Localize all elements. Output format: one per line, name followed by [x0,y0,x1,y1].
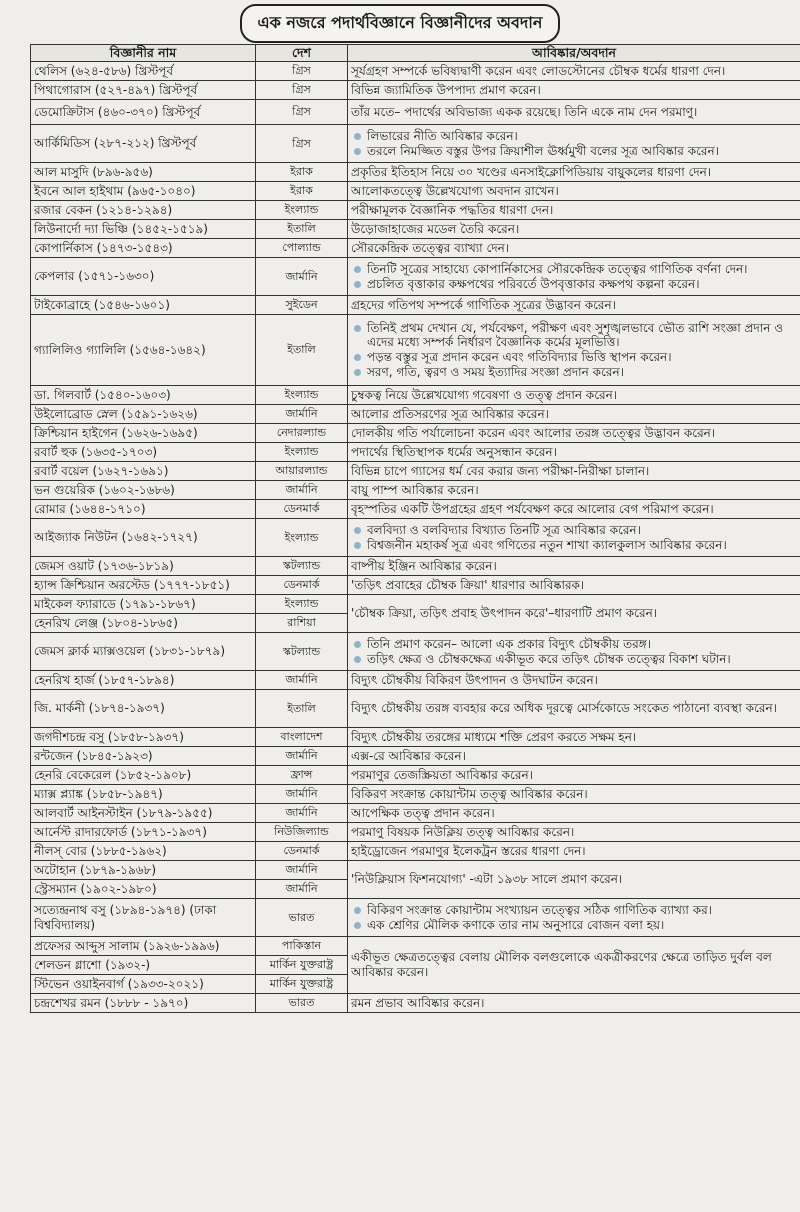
scientist-name: নীলস্ বোর (১৮৮৫-১৯৬২) [31,842,256,861]
contribution [348,595,800,633]
contribution-text: পরমাণুর তেজস্ক্রিয়তা আবিষ্কার করেন। [351,767,533,782]
country: জার্মানি [256,880,348,899]
contribution-text: একীভূত ক্ষেত্রতত্ত্বের বেলায় মৌলিক বলগুলোকে একত্রীকরণের ক্ষেত্রে তাড়িত দুর্বল বল আবিষ্কার করেন। [351,950,772,979]
contribution [348,937,800,994]
country: রাশিয়া [256,614,348,633]
contribution [348,519,800,557]
scientist-name: রবার্ট বয়েল (১৬২৭-১৬৯১) [31,462,256,481]
contribution [348,62,800,81]
header-name: বিজ্ঞানীর নাম [31,45,256,62]
table-row [31,163,800,182]
table-row [31,937,800,956]
scientist-name: প্রফেসর আব্দুস সালাম (১৯২৬-১৯৯৬) [31,937,256,956]
contribution-bullet: তিনি প্রমাণ করেন– আলো এক প্রকার বিদ্যুৎ চৌম্বকীয় তরঙ্গ। [351,637,797,652]
contribution-text: সৌরকেন্দ্রিক তত্ত্বের ব্যাখ্যা দেন। [351,240,510,255]
contribution-text: রমন প্রভাব আবিষ্কার করেন। [351,995,485,1010]
contribution-bullet: এক শ্রেণির মৌলিক কণাকে তার নাম অনুসারে বোজন বলা হয়। [351,918,797,933]
scientist-name: কেপলার (১৫৭১-১৬৩০) [31,258,256,296]
scientist-name: জি. মার্কনী (১৮৭৪-১৯৩৭) [31,690,256,728]
contribution-text: দোলকীয় গতি পর্যালোচনা করেন এবং আলোর তরঙ্গ তত্ত্বের উদ্ভাবন করেন। [351,425,716,440]
table-row [31,823,800,842]
table-row [31,239,800,258]
country: ইংল্যান্ড [256,443,348,462]
contribution [348,163,800,182]
scientist-name: চন্দ্রশেখর রমন (১৮৮৮ - ১৯৭০) [31,994,256,1013]
country: ইংল্যান্ড [256,519,348,557]
contribution [348,899,800,937]
contribution [348,182,800,201]
scientist-name: জগদীশচন্দ্র বসু (১৮৫৮-১৯৩৭) [31,728,256,747]
scientist-name: গ্যালিলিও গ্যালিলি (১৫৬৪-১৬৪২) [31,315,256,386]
country: জার্মানি [256,258,348,296]
country: গ্রিস [256,81,348,100]
header-country: দেশ [256,45,348,62]
scientist-name: টাইকোব্রাহে (১৫৪৬-১৬০১) [31,296,256,315]
scientist-name: ভন গুয়েরিক (১৬০২-১৬৮৬) [31,481,256,500]
table-row [31,481,800,500]
table-row [31,576,800,595]
scientist-name: হ্যান্স ক্রিশ্চিয়ান অরস্টেড (১৭৭৭-১৮৫১) [31,576,256,595]
contribution-bullet: পড়ন্ত বস্তুর সূত্র প্রদান করেন এবং গতিবিদ্যার ভিত্তি স্থাপন করেন। [351,350,797,365]
scientist-name: পিথাগোরাস (৫২৭-৪৯৭) খ্রিস্টপূর্ব [31,81,256,100]
table-row [31,182,800,201]
country: জার্মানি [256,481,348,500]
contribution-text: গ্রহদের গতিপথ সম্পর্কে গাণিতিক সূত্রের উদ্ভাবন করেন। [351,297,616,312]
contribution-text: 'চৌম্বক ক্রিয়া, তড়িৎ প্রবাহ উৎপাদন করে'–ধারণাটি প্রমাণ করেন। [351,606,658,621]
country: পোল্যান্ড [256,239,348,258]
contribution [348,690,800,728]
country: ইংল্যান্ড [256,201,348,220]
contribution-text: বাষ্পীয় ইঞ্জিন আবিষ্কার করেন। [351,558,497,573]
scientist-name: হেনরিখ হার্জ (১৮৫৭-১৮৯৪) [31,671,256,690]
scientist-name: কোপার্নিকাস (১৪৭৩-১৫৪৩) [31,239,256,258]
contribution [348,443,800,462]
country: ইংল্যান্ড [256,595,348,614]
contribution [348,125,800,163]
contribution [348,671,800,690]
contribution-text: প্রকৃতির ইতিহাস নিয়ে ৩০ খণ্ডের এনসাইক্লোপিডিয়ায় বায়ুকলের ধারণা দেন। [351,164,712,179]
country: জার্মানি [256,785,348,804]
contribution [348,405,800,424]
contribution-text: বিভিন্ন জ্যামিতিক উপপাদ্য প্রমাণ করেন। [351,82,541,97]
table-row [31,804,800,823]
contribution-text: সূর্যগ্রহণ সম্পর্কে ভবিষ্যদ্বাণী করেন এবং লোডস্টোনের চৌম্বক ধর্মের ধারণা দেন। [351,63,726,78]
contribution [348,462,800,481]
contribution [348,481,800,500]
table-row [31,201,800,220]
scientist-name: রোমার (১৬৪৪-১৭১০) [31,500,256,519]
table-row [31,386,800,405]
table-row [31,633,800,671]
contribution [348,766,800,785]
contribution [348,81,800,100]
contribution-text: পদার্থের স্থিতিস্থাপক ধর্মের অনুসন্ধান করেন। [351,444,557,459]
table-header-row [31,45,800,62]
country: স্কটল্যান্ড [256,557,348,576]
contribution-bullet: তড়িৎ ক্ষেত্র ও চৌম্বকক্ষেত্র একীভূত করে তড়িৎ চৌম্বক তত্ত্বের বিকাশ ঘটান। [351,652,797,667]
country: জার্মানি [256,747,348,766]
scientist-name: আল মাসুদি (৮৯৬-৯৫৬) [31,163,256,182]
table-row [31,81,800,100]
scientist-name: আর্কিমিডিস (২৮৭-২১২) খ্রিস্টপূর্ব [31,125,256,163]
scientist-name: হেনরিখ লেঞ্জ (১৮০৪-১৮৬৫) [31,614,256,633]
table-body [31,62,800,1013]
contribution-text: উড়োজাহাজের মডেল তৈরি করেন। [351,221,520,236]
country: মার্কিন যুক্তরাষ্ট্র [256,975,348,994]
contribution-text: বিভিন্ন চাপে গ্যাসের ধর্ম বের করার জন্য পরীক্ষা-নিরীক্ষা চালান। [351,463,650,478]
table-row [31,842,800,861]
contribution-bullet: তরলে নিমজ্জিত বস্তুর উপর ক্রিয়াশীল ঊর্ধ্বমুখী বলের সূত্র আবিষ্কার করেন। [351,144,797,159]
contribution [348,861,800,899]
table-row [31,766,800,785]
contribution-text: পরমাণু বিষয়ক নিউক্লিয় তত্ত্ব আবিষ্কার করেন। [351,824,575,839]
table-row [31,728,800,747]
country: নেদারল্যান্ড [256,424,348,443]
scientist-name: রন্টজেন (১৮৪৫-১৯২৩) [31,747,256,766]
contribution [348,633,800,671]
scientist-name: জেমস ওয়াট (১৭৩৬-১৮১৯) [31,557,256,576]
contribution [348,785,800,804]
country: ইতালি [256,315,348,386]
contribution-bullet: সরণ, গতি, ত্বরণ ও সময় ইত্যাদির সংজ্ঞা প্রদান করেন। [351,365,797,380]
country: জার্মানি [256,671,348,690]
contribution-text: পরীক্ষামূলক বৈজ্ঞানিক পদ্ধতির ধারণা দেন। [351,202,554,217]
scientist-name: স্ট্রেসম্যান (১৯০২-১৯৮০) [31,880,256,899]
contribution [348,842,800,861]
scientist-name: ম্যাক্স প্ল্যাঙ্ক (১৮৫৮-১৯৪৭) [31,785,256,804]
country: স্কটল্যান্ড [256,633,348,671]
contribution-text: আপেক্ষিক তত্ত্ব প্রদান করেন। [351,805,495,820]
contribution-text: আলোকতত্ত্বে উল্লেখযোগ্য অবদান রাখেন। [351,183,559,198]
country: গ্রিস [256,100,348,125]
contribution-bullet: লিভারের নীতি আবিষ্কার করেন। [351,129,797,144]
page-title: এক নজরে পদার্থবিজ্ঞানে বিজ্ঞানীদের অবদান [240,4,561,43]
country: নিউজিল্যান্ড [256,823,348,842]
contribution-bullet: তিনিই প্রথম দেখান যে, পর্যবেক্ষণ, পরীক্ষণ এবং সুশৃঙ্খলভাবে ভৌত রাশি সংজ্ঞা প্রদান ও এদের মধ্যে সম্পর্ক নির্ধারণ বৈজ্ঞানিক কর্মের মূলভিত্তি। [351,321,797,350]
contribution [348,315,800,386]
scientist-name: আর্নেস্ট রাদারফোর্ড (১৮৭১-১৯৩৭) [31,823,256,842]
scientist-name: অটোহান (১৮৭৯-১৯৬৮) [31,861,256,880]
country: ফ্রান্স [256,766,348,785]
table-row [31,557,800,576]
table-row [31,747,800,766]
contribution [348,220,800,239]
country: জার্মানি [256,861,348,880]
scientist-name: হেনরি বেকেরেল (১৮৫২-১৯০৮) [31,766,256,785]
contribution [348,557,800,576]
scientist-name: রজার বেকন (১২১৪-১২৯৪) [31,201,256,220]
contribution [348,728,800,747]
table-row [31,405,800,424]
table-row [31,125,800,163]
scientist-name: ডেমোক্রিটাস (৪৬০-৩৭০) খ্রিস্টপূর্ব [31,100,256,125]
contribution-bullet: বিশ্বজনীন মহাকর্ষ সূত্র এবং গণিতের নতুন শাখা ক্যালকুলাস আবিষ্কার করেন। [351,538,797,553]
country: ডেনমার্ক [256,500,348,519]
country: ইরাক [256,182,348,201]
scientist-name: মাইকেল ফ্যারাডে (১৭৯১-১৮৬৭) [31,595,256,614]
table-row [31,62,800,81]
country: ভারত [256,994,348,1013]
contribution [348,823,800,842]
contribution [348,576,800,595]
contribution-text: চুম্বকত্ব নিয়ে উল্লেখযোগ্য গবেষণা ও তত্ত্ব প্রদান করেন। [351,387,618,402]
contribution-text: এক্স-রে আবিষ্কার করেন। [351,748,466,763]
table-row [31,671,800,690]
contribution [348,258,800,296]
country: ডেনমার্ক [256,576,348,595]
scientist-name: সত্যেন্দ্রনাথ বসু (১৮৯৪-১৯৭৪) (ঢাকা বিশ্ববিদ্যালয়) [31,899,256,937]
contribution [348,386,800,405]
table-row [31,994,800,1013]
table-row [31,100,800,125]
country: পাকিস্তান [256,937,348,956]
contribution [348,994,800,1013]
contribution-bullet: বিকিরণ সংক্রান্ত কোয়ান্টাম সংখ্যায়ন তত্ত্বের সঠিক গাণিতিক ব্যাখ্যা কর। [351,903,797,918]
contribution-text: 'তড়িৎ প্রবাহের চৌম্বক ক্রিয়া' ধারণার আবিষ্কারক। [351,577,585,592]
table-row [31,899,800,937]
contribution-text: বিদ্যুৎ চৌম্বকীয় তরঙ্গ ব্যবহার করে অধিক দূরত্বে মোর্সকোডে সংকেত পাঠানো ব্যবস্থা করেন। [351,701,777,716]
scientist-name: লিউনার্দো দ্যা ভিঞ্চি (১৪৫২-১৫১৯) [31,220,256,239]
country: ডেনমার্ক [256,842,348,861]
contribution-bullet: প্রচলিত বৃত্তাকার কক্ষপথের পরিবর্তে উপবৃত্তাকার কক্ষপথ কল্পনা করেন। [351,277,797,292]
table-row [31,519,800,557]
scientist-name: আইজ্যাক নিউটন (১৬৪২-১৭২৭) [31,519,256,557]
table-row [31,296,800,315]
country: আয়ারল্যান্ড [256,462,348,481]
table-row [31,595,800,614]
contribution [348,201,800,220]
country: বাংলাদেশ [256,728,348,747]
contribution-text: বায়ু পাম্প আবিষ্কার করেন। [351,482,479,497]
contribution-text: বিদ্যুৎ চৌম্বকীয় তরঙ্গের মাধ্যমে শক্তি প্রেরণ করতে সক্ষম হন। [351,729,637,744]
country: গ্রিস [256,62,348,81]
scientist-name: থেলিস (৬২৪-৫৮৬) খ্রিস্টপূর্ব [31,62,256,81]
contribution-bullet: তিনটি সূত্রের সাহায্যে কোপার্নিকাসের সৌরকেন্দ্রিক তত্ত্বের গাণিতিক বর্ণনা দেন। [351,262,797,277]
scientist-name: ডা. গিলবার্ট (১৫৪০-১৬০৩) [31,386,256,405]
scientist-name: ক্রিশ্চিয়ান হাইগেন (১৬২৬-১৬৯৫) [31,424,256,443]
scientist-name: জেমস ক্লার্ক ম্যাক্সওয়েল (১৮৩১-১৮৭৯) [31,633,256,671]
country: ইতালি [256,220,348,239]
table-row [31,424,800,443]
country: জার্মানি [256,405,348,424]
table-row [31,258,800,296]
country: গ্রিস [256,125,348,163]
table-row [31,220,800,239]
table-row [31,861,800,880]
country: মার্কিন যুক্তরাষ্ট্র [256,956,348,975]
contribution-text: হাইড্রোজেন পরমাণুর ইলেকট্রন স্তরের ধারণা দেন। [351,843,586,858]
table-row [31,315,800,386]
table-row [31,443,800,462]
table-row [31,690,800,728]
contribution-text: আলোর প্রতিসরণের সূত্র আবিষ্কার করেন। [351,406,549,421]
contribution-text: বিদ্যুৎ চৌম্বকীয় বিকিরণ উৎপাদন ও উদঘাটন করেন। [351,672,598,687]
contribution [348,100,800,125]
scientist-name: আলবার্ট আইনস্টাইন (১৮৭৯-১৯৫৫) [31,804,256,823]
country: ভারত [256,899,348,937]
contribution-text: 'নিউক্লিয়াস ফিশনযোগ্য' -এটা ১৯৩৮ সালে প্রমাণ করেন। [351,872,623,887]
country: ইরাক [256,163,348,182]
table-row [31,785,800,804]
contribution-text: বৃহস্পতির একটি উপগ্রহের গ্রহণ পর্যবেক্ষণ করে আলোর বেগ পরিমাপ করেন। [351,501,714,516]
scientist-name: উইলোব্রোড স্নেল (১৫৯১-১৬২৬) [31,405,256,424]
contribution-text: তাঁর মতে– পদার্থের অবিভাজ্য একক রয়েছে। তিনি একে নাম দেন পরমাণু। [351,104,698,119]
contribution [348,804,800,823]
scientist-name: শেলডন গ্লাশো (১৯৩২-) [31,956,256,975]
header-contribution: আবিষ্কার/অবদান [348,45,800,62]
table-row [31,500,800,519]
country: সুইডেন [256,296,348,315]
table-row [31,462,800,481]
country: ইতালি [256,690,348,728]
contribution [348,500,800,519]
contribution [348,239,800,258]
country: ইংল্যান্ড [256,386,348,405]
contribution [348,296,800,315]
scientists-table [30,44,800,1013]
scientist-name: স্টিভেন ওয়াইনবার্গ (১৯৩৩-২০২১) [31,975,256,994]
contribution [348,747,800,766]
contribution-text: বিকিরণ সংক্রান্ত কোয়ান্টাম তত্ত্ব আবিষ্কার করেন। [351,786,588,801]
contribution [348,424,800,443]
contribution-bullet: বলবিদ্যা ও বলবিদ্যার বিখ্যাত তিনটি সূত্র আবিষ্কার করেন। [351,523,797,538]
scientist-name: রবার্ট হুক (১৬৩৫-১৭০৩) [31,443,256,462]
scientist-name: ইবনে আল হাইথাম (৯৬৫-১০৪০) [31,182,256,201]
country: জার্মানি [256,804,348,823]
